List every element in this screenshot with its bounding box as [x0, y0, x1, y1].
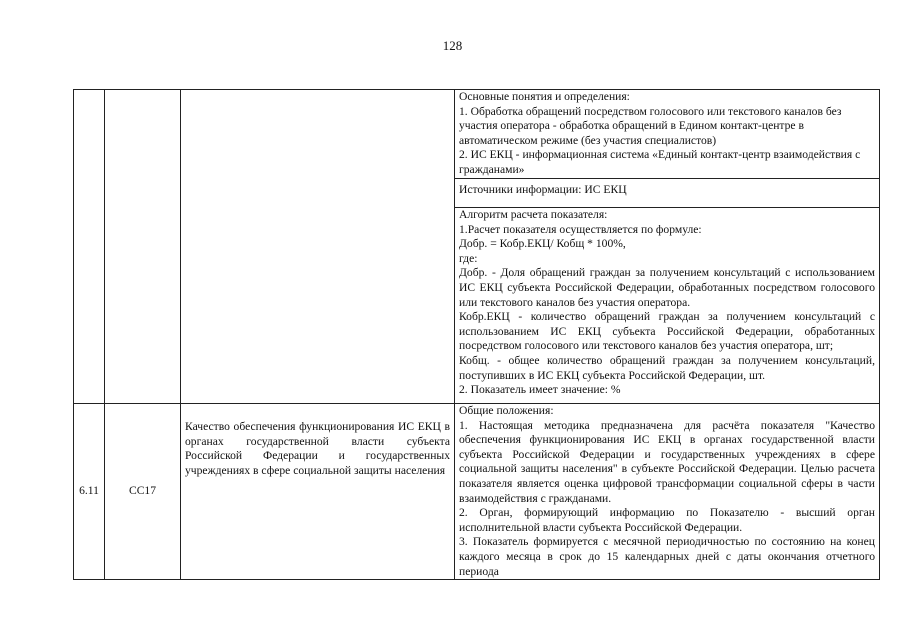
general-provisions-block [455, 404, 880, 580]
row-name: Качество обеспечения функционирования ИС ЕКЦ в органах государственной власти субъекта Российской Федерации и государственных учреждениях в сфере социальной защиты населения [185, 420, 450, 477]
algorithm-line: 2. Показатель имеет значение: % [459, 383, 621, 397]
definition-2: 2. ИС ЕКЦ - информационная система «Единый контакт-центр взаимодействия с гражданами» [459, 148, 861, 176]
formula: Добр. = Кобр.ЕКЦ/ Кобщ * 100%, [459, 237, 626, 251]
algorithm-line: 1.Расчет показателя осуществляется по формуле: [459, 222, 702, 236]
block-heading: Алгоритм расчета показателя: [459, 208, 608, 221]
row-code-cell [105, 90, 181, 404]
row-number-cell [74, 404, 105, 580]
row-number: 6.11 [79, 484, 99, 498]
table-row [74, 404, 880, 580]
definitions-block [455, 90, 880, 179]
variable-definition: Добр. - Доля обращений граждан за получением консультаций с использованием ИС ЕКЦ субъекта Российской Федерации, обработанных посредством голосового или текстового каналов без участия оператора. [459, 266, 875, 309]
row-number-cell [74, 90, 105, 404]
sources-text: Источники информации: ИС ЕКЦ [459, 183, 627, 196]
provision-2: 2. Орган, формирующий информацию по Показателю - высший орган исполнительной власти субъекта Российской Федерации. [459, 506, 875, 534]
variable-definition: Кобр.ЕКЦ - количество обращений граждан за получением консультаций с использованием ИС ЕКЦ субъекта Российской Федерации, обработанных посредством голосового или текстового каналов без участия оператора, шт; [459, 310, 875, 353]
table-row [74, 90, 880, 179]
provision-3: 3. Показатель формируется с месячной периодичностью по состоянию на конец каждого месяца в срок до 15 календарных дней с даты окончания отчетного периода [459, 535, 875, 578]
sources-block [455, 179, 880, 208]
page-number: 128 [442, 38, 463, 53]
variable-definition: Кобщ. - общее количество обращений граждан за получением консультаций, поступивших в ИС ЕКЦ субъекта Российской Федерации, шт. [459, 353, 875, 382]
row-code: СС17 [128, 484, 157, 498]
block-heading: Основные понятия и определения: [459, 90, 630, 103]
indicator-table [73, 89, 880, 580]
algorithm-line: где: [459, 251, 478, 265]
block-heading: Общие положения: [459, 404, 554, 417]
provision-1: 1. Настоящая методика предназначена для расчёта показателя "Качество обеспечения функционирования ИС ЕКЦ в органах государственной власти субъекта Российской Федерации и государственных учреждениях в сфере социальной защиты населения" в субъекте Российской Федерации. Целью расчета показателя является оценка цифровой трансформации социальной сферы в части взаимодействия с гражданами. [459, 418, 875, 505]
row-code-cell [105, 404, 181, 580]
row-name-cell [181, 90, 455, 404]
row-name-cell [181, 404, 455, 580]
algorithm-block [455, 208, 880, 404]
definition-1: 1. Обработка обращений посредством голосового или текстового каналов без участия оператора - обработка обращений в Едином контакт-центре в автоматическом режиме (без участия специалистов) [459, 104, 842, 147]
